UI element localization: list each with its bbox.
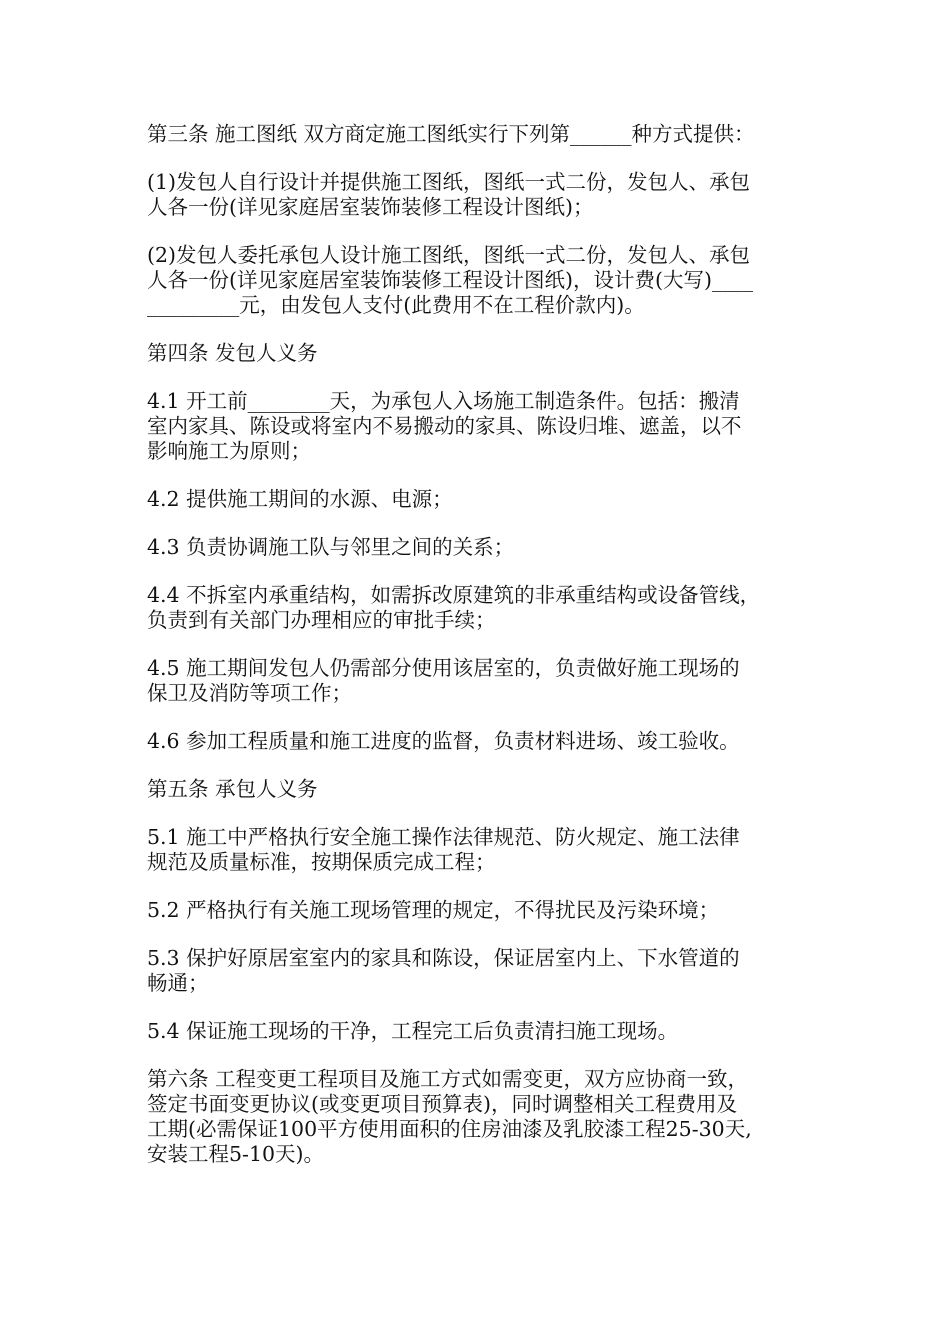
article-3-option-1: (1)发包人自行设计并提供施工图纸，图纸一式二份，发包人、承包 人各一份(详见家庭居室装饰装修工程设计图纸)； [147,170,751,219]
clause-4-4: 4.4 不拆室内承重结构，如需拆改原建筑的非承重结构或设备管线， 负责到有关部门办理相应的审批手续； [147,583,761,632]
clause-4-1: 4.1 开工前________天，为承包人入场施工制造条件。包括：搬清 室内家具、陈设或将室内不易搬动的家具、陈设归堆、遮盖，以不 影响施工为原则； [147,389,742,463]
article-4-heading: 第四条 发包人义务 [147,341,318,365]
document-page [147,122,812,1190]
clause-5-1: 5.1 施工中严格执行安全施工操作法律规范、防火规定、施工法律 规范及质量标准，按期保质完成工程； [147,825,740,874]
clause-4-6: 4.6 参加工程质量和施工进度的监督，负责材料进场、竣工验收。 [147,729,740,753]
clause-4-3: 4.3 负责协调施工队与邻里之间的关系； [147,535,515,559]
article-6-paragraph: 第六条 工程变更工程项目及施工方式如需变更，双方应协商一致， 签定书面变更协议(或变更项目预算表)，同时调整相关工程费用及 工期(必需保证100平方使用面积的住房油漆及乳胶漆工程25-30天, 安装工程5-10天)。 [147,1067,752,1166]
clause-5-4: 5.4 保证施工现场的干净，工程完工后负责清扫施工现场。 [147,1019,679,1043]
article-3-option-2: (2)发包人委托承包人设计施工图纸，图纸一式二份，发包人、承包 人各一份(详见家庭居室装饰装修工程设计图纸)，设计费(大写)____ _________元，由发包人支付(此费用不在工程价款内)。 [147,243,753,317]
clause-5-2: 5.2 严格执行有关施工现场管理的规定，不得扰民及污染环境； [147,898,720,922]
clause-4-5: 4.5 施工期间发包人仍需部分使用该居室的，负责做好施工现场的 保卫及消防等项工作； [147,656,740,705]
article-5-heading: 第五条 承包人义务 [147,777,318,801]
article-3-heading: 第三条 施工图纸 双方商定施工图纸实行下列第______种方式提供： [147,122,755,146]
clause-5-3: 5.3 保护好原居室室内的家具和陈设，保证居室内上、下水管道的 畅通； [147,946,740,995]
clause-4-2: 4.2 提供施工期间的水源、电源； [147,487,453,511]
